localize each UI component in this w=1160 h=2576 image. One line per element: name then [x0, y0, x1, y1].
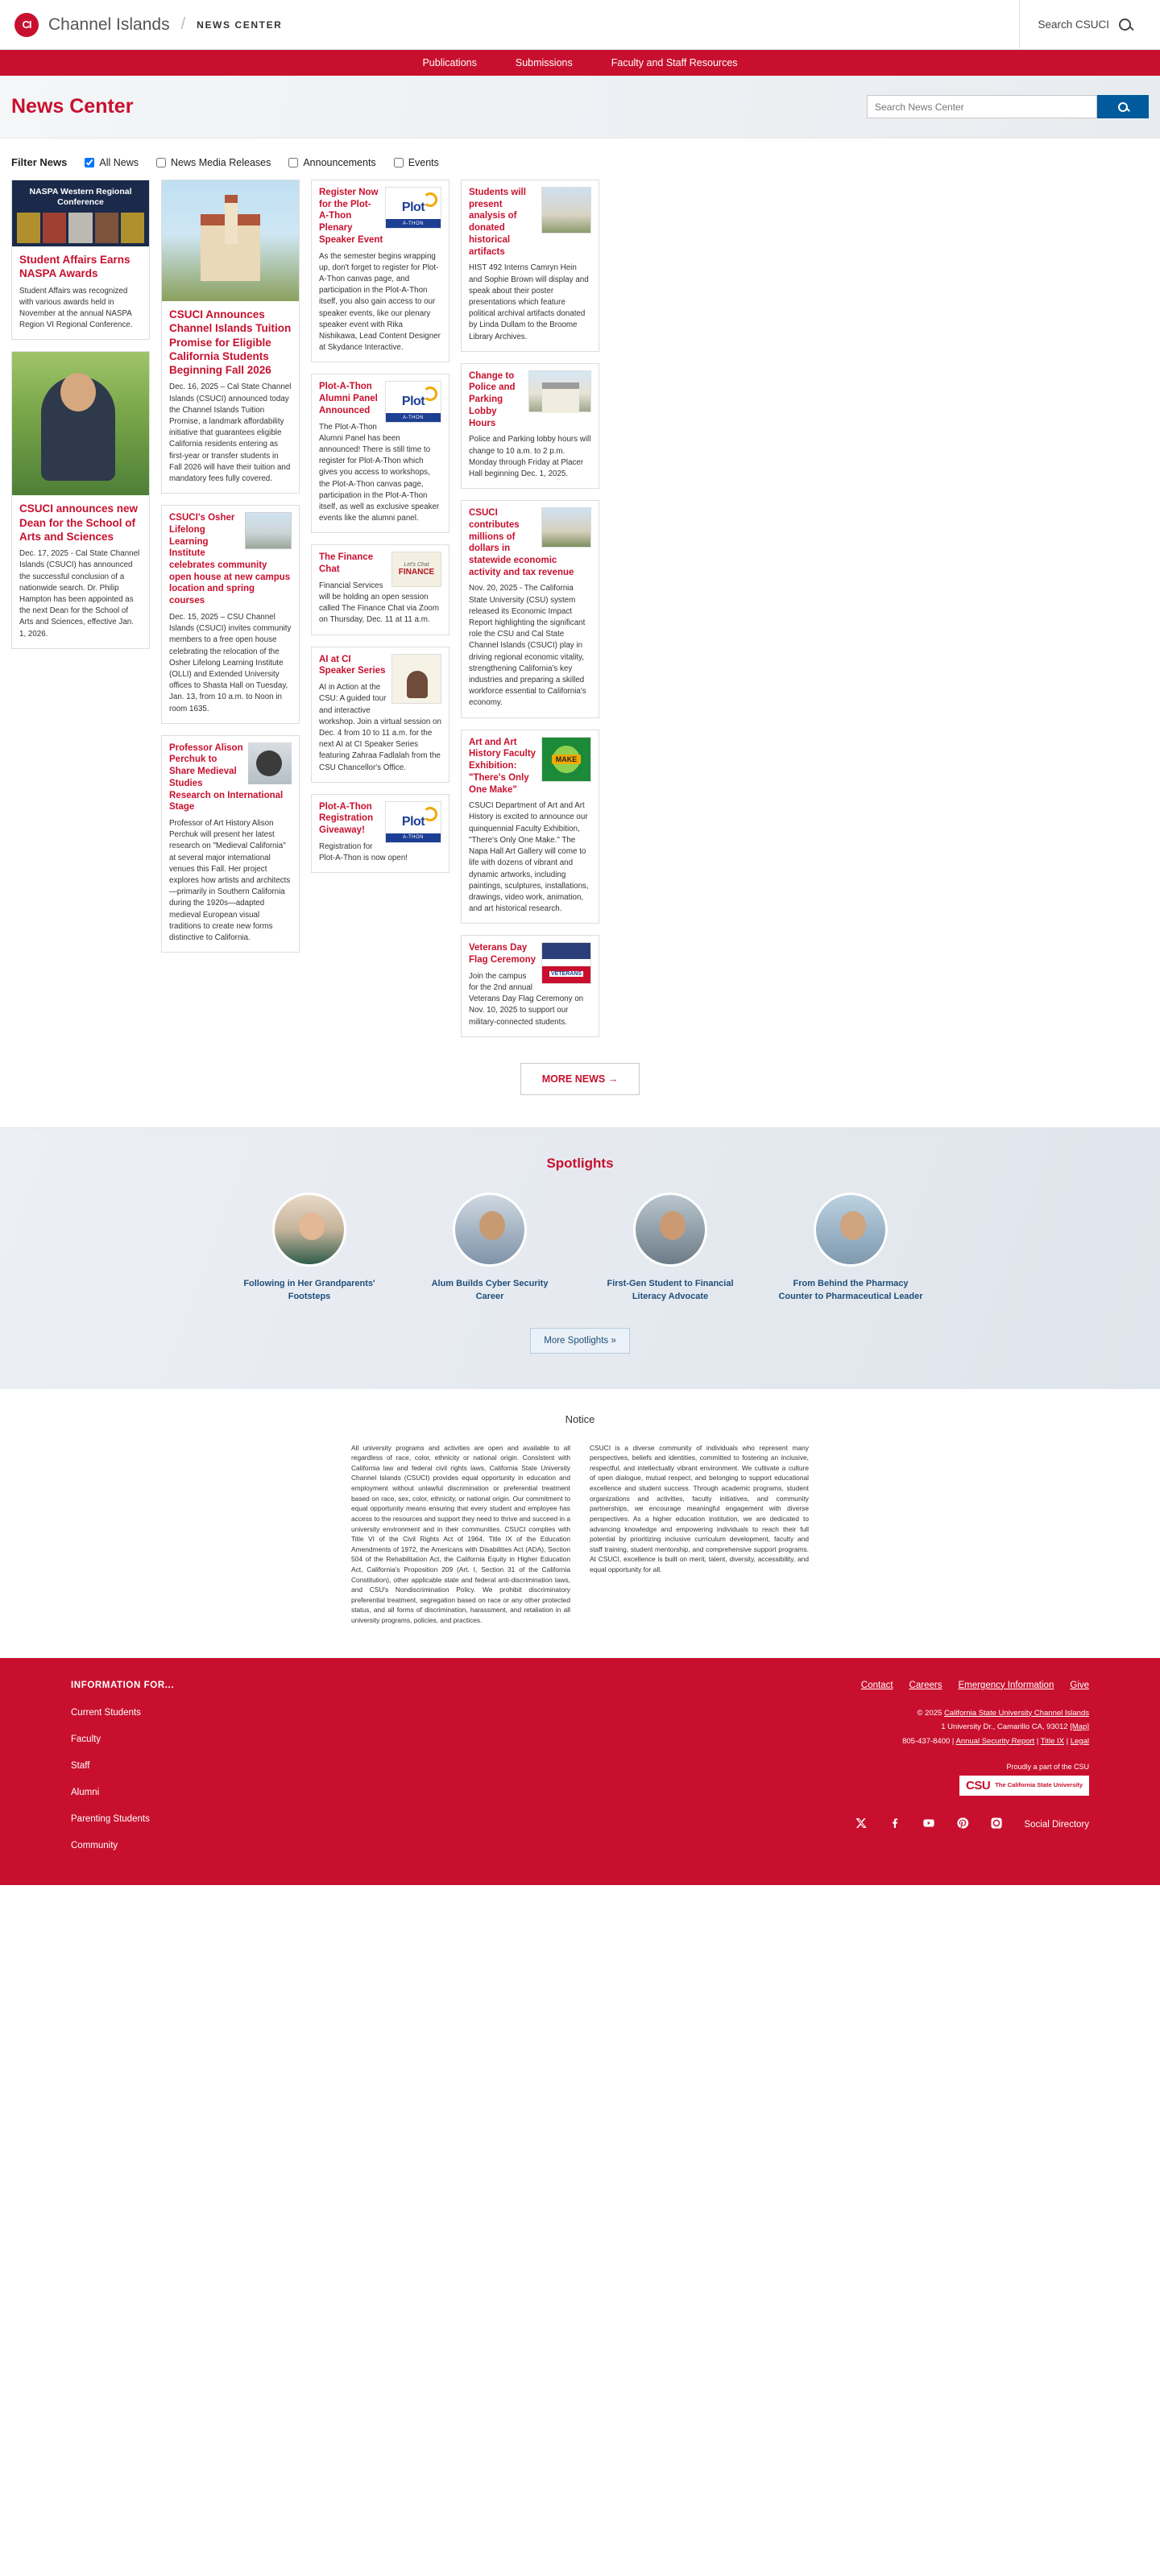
plot-a-thon-logo-icon	[385, 187, 441, 229]
footer-sep-1: |	[1036, 1736, 1041, 1746]
news-card-summary: Financial Services will be holding an open session called The Finance Chat via Zoom on Thursday, Dec. 11 at 11 a.m.	[319, 581, 440, 625]
news-card-summary: Join the campus for the 2nd annual Veterans Day Flag Ceremony on Nov. 10, 2025 to support our military-connected students.	[469, 971, 584, 1027]
filter-all-news-checkbox[interactable]	[85, 158, 94, 167]
filter-announcements-label: Announcements	[303, 156, 376, 168]
news-card-ai-speaker-series[interactable]	[311, 647, 450, 783]
footer-link-item[interactable]	[71, 1735, 337, 1744]
logo-initials: CI	[22, 19, 31, 31]
news-card-faculty-exhibition[interactable]	[461, 730, 599, 924]
news-card-summary: AI in Action at the CSU: A guided tour and interactive workshop. Join a virtual session on Dec. 4 from 10 to 11 a.m. for the next AI at CI Speaker Series featuring Zahraa Fadlalah from the CSU Chancellor's Office.	[319, 683, 441, 772]
news-grid	[0, 180, 1160, 1037]
placer-hall-image	[528, 370, 591, 412]
filter-events-label: Events	[408, 156, 439, 168]
filter-news-media-releases[interactable]	[156, 157, 271, 168]
news-card-summary: Nov. 20, 2025 - The California State University (CSU) system released its Economic Impact Report highlighting the significant role the CSU and Cal State Channel Islands (CSUCI) play in driving regional economic vitality, strengthening California's key industries and preparing a skilled workforce essential to California's economy.	[469, 584, 586, 708]
plot-badge-word: Plot	[401, 395, 425, 409]
news-card-title[interactable]: CSUCI's Osher Lifelong Learning Institute celebrates community open house at new campus location and spring courses	[169, 513, 291, 606]
footer-link-current-students[interactable]: Current Students	[71, 1707, 141, 1718]
news-card-title[interactable]: Art and Art History Faculty Exhibition: "There's Only One Make"	[469, 737, 536, 795]
avatar	[814, 1193, 888, 1267]
plot-badge-word: Plot	[401, 814, 425, 829]
footer-link-community[interactable]: Community	[71, 1840, 118, 1850]
footer-link-alumni[interactable]: Alumni	[71, 1787, 100, 1797]
top-search-area[interactable]	[1019, 0, 1146, 49]
footer-copyright-prefix: © 2025	[917, 1708, 944, 1718]
news-card-title[interactable]: Register Now for the Plot-A-Thon Plenary Speaker Event	[319, 188, 383, 245]
news-card-title[interactable]: CSUCI Announces Channel Islands Tuition Promise for Eligible California Students Beginning Fall 2026	[169, 308, 292, 377]
news-card-summary: Dec. 17, 2025 - Cal State Channel Islands (CSUCI) has announced the successful conclusion of a nationwide search. Dr. Philip Hampton has been appointed as the next Dean for the School of Arts and Sciences, effective Jan. 1, 2026.	[19, 549, 140, 639]
news-card-finance-chat[interactable]	[311, 544, 450, 635]
news-card-plot-giveaway[interactable]	[311, 794, 450, 874]
news-card-parking-hours[interactable]	[461, 363, 599, 489]
make-badge-label: MAKE	[552, 755, 582, 764]
news-card-title[interactable]: CSUCI announces new Dean for the School of Arts and Sciences	[19, 502, 139, 543]
plot-badge-sub: A-THON	[386, 833, 441, 842]
naspa-conference-image	[12, 180, 149, 246]
spotlight-item[interactable]	[598, 1193, 743, 1304]
news-card-title[interactable]: Students will present analysis of donated historical artifacts	[469, 188, 526, 257]
spotlights-heading: Spotlights	[546, 1155, 614, 1171]
news-card-summary: Dec. 16, 2025 – Cal State Channel Islands (CSUCI) announced today the Channel Islands Tuition Promise, a landmark affordability initiative that guarantees eligible California residents entering as first-year or transfer students in Fall 2026 will have their tuition and mandatory fees fully covered.	[169, 382, 292, 483]
news-card-economic-impact[interactable]	[461, 500, 599, 718]
naspa-image-photos	[17, 213, 144, 243]
top-search-label[interactable]: Search CSUCI	[1038, 19, 1109, 31]
filter-all-news[interactable]	[85, 157, 139, 168]
footer-phone: 805-437-8400 |	[902, 1736, 956, 1746]
notice-paragraph-2: CSUCI is a diverse community of individuals who represent many perspectives, beliefs and identities, committed to fostering an inclusive, respectful, and intellectually vibrant environment. We cultivate a culture of open dialogue, mutual respect, and belonging to support educational excellence and student success. Through academic programs, student organizations and activities, faculty initiatives, and community partnerships, we encourage meaningful engagement with diverse perspectives. As a higher education institution, we are dedicated to advancing knowledge and empowering individuals to reach their full potential by prioritizing inclusive curriculum development, faculty and staff training, student mentorship, and comprehensive support programs. At CSUCI, excellence is built on merit, talent, diversity, accessibility, and equal opportunity for all.	[590, 1443, 809, 1573]
footer-link-parenting-students[interactable]: Parenting Students	[71, 1813, 150, 1824]
page-header	[0, 76, 1160, 139]
spotlight-caption[interactable]: First-Gen Student to Financial Literacy Advocate	[607, 1278, 734, 1301]
news-search-button[interactable]	[1097, 95, 1149, 118]
footer-link-staff[interactable]: Staff	[71, 1760, 90, 1771]
pinterest-icon[interactable]	[956, 1817, 969, 1832]
instagram-icon[interactable]	[990, 1817, 1003, 1832]
news-card-summary: Professor of Art History Alison Perchuk will present her latest research on "Medieval California" at several major international venues this Fall. Her project explores how artists and architects—primarily in Southern California during the 1920s—adapted medieval European visual traditions to create new forms distinctive to California.	[169, 819, 291, 943]
nav-item-faculty-staff-resources[interactable]: Faculty and Staff Resources	[611, 57, 738, 68]
news-card-title[interactable]: CSUCI contributes millions of dollars in statewide economic activity and tax revenue	[469, 508, 574, 577]
olli-building-image	[245, 512, 292, 549]
spotlight-caption[interactable]: From Behind the Pharmacy Counter to Pharmaceutical Leader	[778, 1278, 923, 1301]
plot-swoosh-icon	[423, 807, 437, 821]
facebook-icon[interactable]	[889, 1817, 901, 1832]
site-section-name[interactable]: NEWS CENTER	[197, 19, 283, 31]
footer-link-annual-security-report[interactable]: Annual Security Report	[955, 1736, 1035, 1746]
footer-address	[638, 1720, 1089, 1735]
broome-library-image	[541, 187, 591, 234]
plot-badge-sub: A-THON	[386, 413, 441, 422]
footer-link-contact[interactable]: Contact	[860, 1680, 893, 1690]
social-directory-link[interactable]: Social Directory	[1024, 1819, 1089, 1830]
main-navigation	[0, 50, 1160, 76]
news-column-1	[11, 180, 150, 649]
footer-right	[638, 1681, 1089, 1867]
spotlight-caption[interactable]: Alum Builds Cyber Security Career	[431, 1278, 549, 1301]
news-card-title[interactable]: Student Affairs Earns NASPA Awards	[19, 254, 130, 280]
filter-all-news-label: All News	[99, 156, 139, 168]
spotlight-caption[interactable]: Following in Her Grandparents' Footsteps	[243, 1278, 375, 1301]
site-footer	[0, 1658, 1160, 1885]
news-column-2	[161, 180, 300, 953]
news-search	[867, 95, 1149, 118]
news-card-tuition-promise[interactable]	[161, 180, 300, 494]
brand-separator: /	[180, 15, 186, 33]
search-icon[interactable]	[1119, 19, 1131, 31]
news-card-summary: Registration for Plot-A-Thon is now open!	[319, 841, 408, 863]
news-search-input[interactable]	[867, 95, 1097, 118]
footer-link-faculty[interactable]: Faculty	[71, 1734, 102, 1744]
footer-link-careers[interactable]: Careers	[909, 1680, 942, 1690]
veterans-badge-label: VETERANS	[550, 971, 582, 978]
news-column-4	[461, 180, 599, 1037]
ci-logo-icon[interactable]	[14, 13, 39, 37]
footer-link-item[interactable]	[71, 1814, 337, 1824]
news-card-summary: The Plot-A-Thon Alumni Panel has been announced! There is still time to register for Plot-A-Thon which gives you access to workshops, the Plot-A-Thon canvas page, participation in the Plot-A-Thon itself, as well as exclusive speaker events like the alumni panel.	[319, 422, 440, 523]
news-card-plot-alumni[interactable]	[311, 374, 450, 533]
avatar	[633, 1193, 707, 1267]
make-exhibition-logo-icon	[541, 737, 591, 782]
news-card-olli[interactable]	[161, 505, 300, 724]
search-icon	[1118, 102, 1128, 112]
footer-top-links	[638, 1681, 1089, 1690]
news-card-plot-plenary[interactable]	[311, 180, 450, 362]
news-card-title[interactable]: AI at CI Speaker Series	[319, 654, 386, 676]
footer-link-item[interactable]	[71, 1788, 337, 1797]
footer-link-legal[interactable]: Legal	[1070, 1736, 1089, 1746]
csu-logo-name: The California State University	[995, 1781, 1083, 1789]
filter-bar	[0, 139, 1160, 180]
plot-badge-sub: A-THON	[386, 219, 441, 228]
finance-badge-top: Let's Chat	[404, 562, 429, 569]
news-card-veterans-day[interactable]	[461, 935, 599, 1036]
filter-news-media-releases-checkbox[interactable]	[156, 158, 166, 167]
filter-announcements-checkbox[interactable]	[288, 158, 298, 167]
news-card-title[interactable]: The Finance Chat	[319, 552, 374, 575]
notice-section	[0, 1389, 1160, 1658]
plot-swoosh-icon	[423, 192, 437, 207]
notice-columns	[0, 1443, 1160, 1626]
filter-announcements[interactable]	[288, 157, 375, 168]
news-card-summary: Police and Parking lobby hours will change to 10 a.m. to 2 p.m. Monday through Friday at Placer Hall beginning Dec. 1, 2025.	[469, 435, 591, 478]
american-flag-icon	[541, 942, 591, 984]
spotlights-section	[0, 1127, 1160, 1389]
plot-swoosh-icon	[423, 387, 437, 401]
filter-news-media-releases-label: News Media Releases	[170, 156, 271, 168]
news-card-title[interactable]: Change to Police and Parking Lobby Hours	[469, 370, 516, 428]
footer-link-give[interactable]: Give	[1070, 1680, 1089, 1690]
more-news-button[interactable]: MORE NEWS →	[520, 1063, 640, 1095]
news-card-title[interactable]: Plot-A-Thon Alumni Panel Announced	[319, 382, 378, 416]
csu-block	[638, 1763, 1089, 1796]
more-news-area	[0, 1037, 1160, 1127]
perchuk-portrait-image	[248, 742, 292, 784]
spotlight-item[interactable]	[237, 1193, 382, 1304]
csu-logo-icon[interactable]	[959, 1776, 1089, 1796]
footer-link-item[interactable]	[71, 1708, 337, 1718]
more-spotlights-button[interactable]: More Spotlights »	[530, 1328, 630, 1354]
footer-heading: INFORMATION FOR...	[71, 1680, 175, 1690]
avatar	[272, 1193, 346, 1267]
campus-building-image	[162, 180, 299, 301]
social-bar	[638, 1817, 1089, 1832]
dean-portrait-image	[12, 352, 149, 495]
finance-badge-bottom: FINANCE	[398, 568, 435, 577]
x-twitter-icon[interactable]	[855, 1817, 868, 1832]
filter-events-checkbox[interactable]	[394, 158, 404, 167]
news-card-title[interactable]: Veterans Day Flag Ceremony	[469, 943, 536, 965]
nav-item-submissions[interactable]: Submissions	[515, 57, 573, 68]
nav-item-publications[interactable]: Publications	[422, 57, 477, 68]
news-card-summary: As the semester begins wrapping up, don't forget to register for Plot-A-Thon canvas page, and participation in the Plot-A-Thon itself, you also gain access to our speaker events, like our plenary speaker event with Rika Nishikawa, Lead Content Designer at Skydance Interactive.	[319, 251, 441, 353]
news-card-hist492[interactable]	[461, 180, 599, 352]
news-card-summary: Dec. 15, 2025 – CSU Channel Islands (CSUCI) invites community members to a free open house celebrating the relocation of the Osher Lifelong Learning Institute (OLLI) and Extended University offices to Shasta Hall on Tuesday, Jan. 13, from 10 a.m. to Noon in room 1635.	[169, 612, 292, 713]
plot-a-thon-logo-icon	[385, 381, 441, 423]
news-card-summary: Student Affairs was recognized with various awards held in November at the annual NASPA Region VI Regional Conference.	[19, 286, 133, 330]
brand-name[interactable]: Channel Islands	[48, 14, 170, 34]
footer-address-text: 1 University Dr., Camarillo CA, 93012	[941, 1722, 1071, 1732]
filter-events[interactable]	[394, 157, 439, 168]
page-title: News Center	[11, 95, 134, 118]
news-card-summary: HIST 492 Interns Camryn Hein and Sophie Brown will display and speak about their poster presentations which feature political archival artifacts donated by Linda Dullam to the Broome Library Archives.	[469, 263, 589, 341]
csu-proud-text: Proudly a part of the CSU	[1006, 1763, 1089, 1772]
youtube-icon[interactable]	[922, 1817, 935, 1832]
footer-link-map[interactable]: [Map]	[1070, 1722, 1089, 1732]
footer-information-for	[71, 1681, 337, 1867]
filter-label: Filter News	[11, 156, 68, 168]
footer-sep-2: |	[1066, 1736, 1071, 1746]
finance-chat-logo-icon	[392, 552, 441, 587]
footer-link-emergency-information[interactable]: Emergency Information	[958, 1680, 1054, 1690]
spotlights-row	[0, 1193, 1160, 1304]
news-card-naspa[interactable]	[11, 180, 150, 340]
plot-a-thon-logo-icon	[385, 801, 441, 843]
csu-logo-mark: CSU	[966, 1779, 991, 1793]
footer-link-title-ix[interactable]: Title IX	[1040, 1736, 1064, 1746]
news-card-summary: CSUCI Department of Art and Art History is excited to announce our quinquennial Faculty Exhibition, "There's Only One Make." The Napa Hall Art Gallery will come to life with dozens of vibrant and dynamic artworks, including paintings, sculptures, installations, drawings, video work, animation, and art historical research.	[469, 801, 589, 914]
spotlight-item[interactable]	[417, 1193, 562, 1304]
news-card-perchuk[interactable]	[161, 735, 300, 953]
spotlight-item[interactable]	[778, 1193, 923, 1304]
plot-badge-word: Plot	[401, 201, 425, 214]
campus-aerial-image	[541, 507, 591, 548]
notice-heading: Notice	[565, 1412, 595, 1425]
news-card-title[interactable]: Professor Alison Perchuk to Share Medieval Studies Research on International Stage	[169, 742, 284, 812]
footer-link-csuci[interactable]: California State University Channel Islands	[943, 1708, 1089, 1718]
news-card-title[interactable]: Plot-A-Thon Registration Giveaway!	[319, 801, 374, 836]
news-card-dean[interactable]	[11, 351, 150, 648]
footer-link-item[interactable]	[71, 1841, 337, 1850]
footer-link-item[interactable]	[71, 1761, 337, 1771]
news-column-3	[311, 180, 450, 873]
footer-legal-line	[638, 1735, 1089, 1749]
footer-copyright	[638, 1706, 1089, 1721]
notice-paragraph-1: All university programs and activities are open and available to all regardless of race, color, ethnicity or national origin. Consistent with California law and federal civil rights laws, California State University Channel Islands (CSUCI) provides equal opportunity in education and employment without unlawful discrimination or preferential treatment based on race, sex, color, ethnicity, or national origin. Our commitment to equal opportunity means ensuring that every student and employee has access to the resources and support they need to thrive and succeed in a university environment and in their communities. CSUCI complies with Title VI of the Civil Rights Act of 1964, Title IX of the Education Amendments of 1972, the Americans with Disabilities Act (ADA), Section 504 of the Rehabilitation Act, the California Equity in Higher Education Act, California's Proposition 209 (Art. I, Section 31 of the California Constitution), other applicable state and federal anti-discrimination laws, and CSU's Nondiscrimination Policy. We prohibit discriminatory preferential treatment, segregation based on race or any other protected status, and all forms of discrimination, harassment, and retaliation in all university programs, policies, and practices.	[351, 1443, 570, 1624]
avatar	[453, 1193, 527, 1267]
ai-speaker-flyer-image	[392, 654, 441, 704]
naspa-image-caption: NASPA Western Regional Conference	[29, 187, 132, 208]
top-bar	[0, 0, 1160, 50]
